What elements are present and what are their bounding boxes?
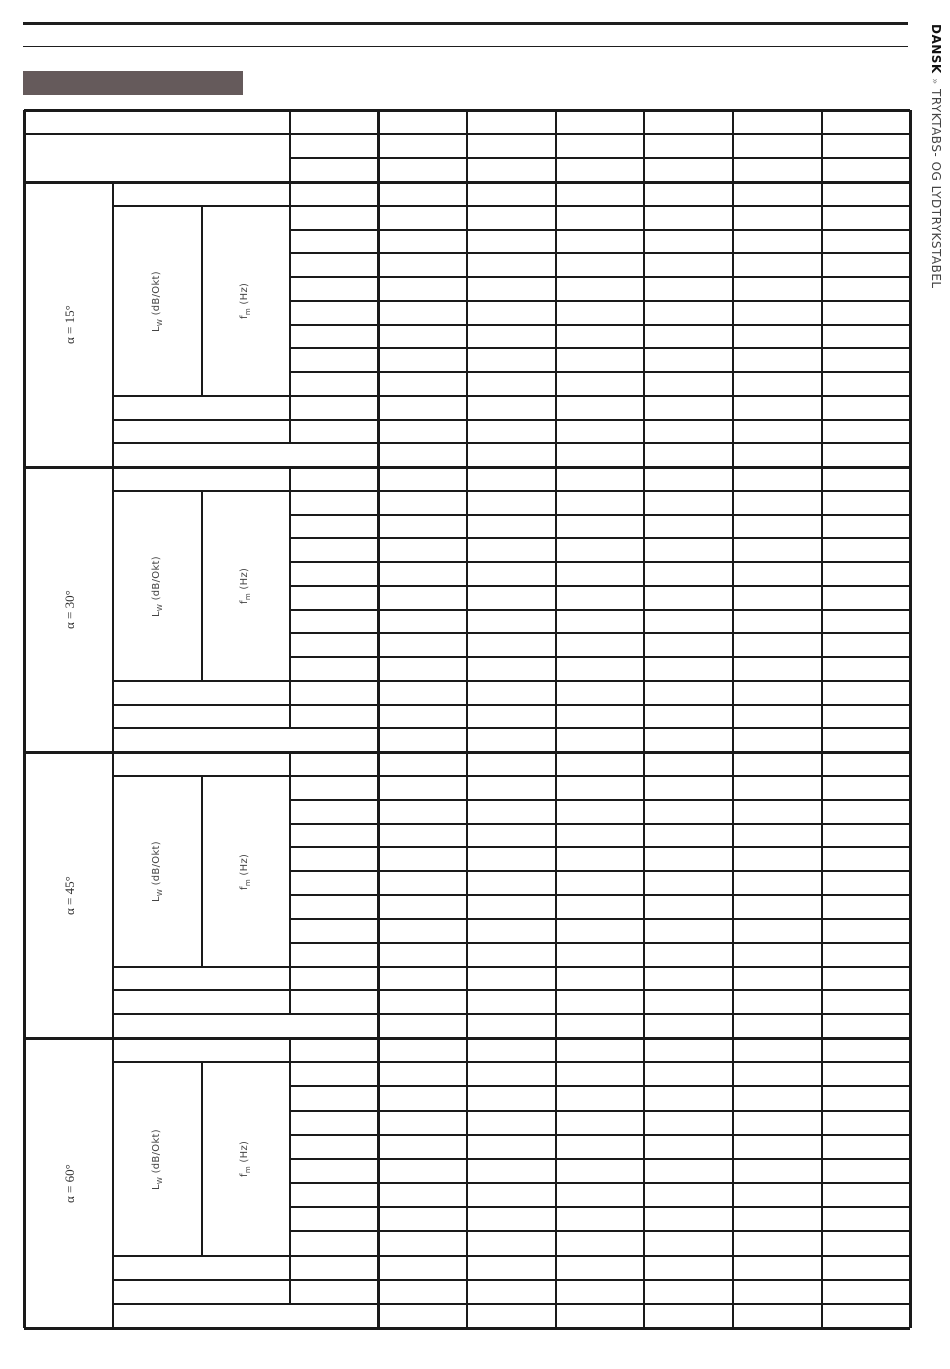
row-divider xyxy=(290,252,910,254)
label-value-divider xyxy=(289,182,291,443)
angle-label: α = 30° xyxy=(61,590,77,629)
row-divider xyxy=(290,1134,910,1136)
row-divider xyxy=(113,680,910,682)
angle-column-divider xyxy=(112,182,114,467)
row-divider xyxy=(290,1182,910,1184)
row-divider xyxy=(290,537,910,539)
row-divider xyxy=(290,823,910,825)
value-column-divider xyxy=(643,110,645,1328)
value-column-divider xyxy=(821,110,823,1328)
row-divider xyxy=(290,918,910,920)
value-column-divider xyxy=(732,110,734,1328)
header-rule xyxy=(23,22,908,25)
row-divider xyxy=(113,442,910,444)
header-column-divider xyxy=(289,110,291,182)
row-divider xyxy=(290,656,910,658)
frequency-axis-label: $f_m$ (Hz) xyxy=(239,567,252,604)
block-divider xyxy=(24,466,910,469)
row-divider xyxy=(290,371,910,373)
breadcrumb-separator: » xyxy=(929,78,940,85)
row-divider xyxy=(113,1061,910,1063)
row-divider xyxy=(113,1255,910,1257)
row-divider xyxy=(113,775,910,777)
label-value-divider xyxy=(289,467,291,728)
angle-column-divider xyxy=(112,467,114,752)
row-divider xyxy=(113,490,910,492)
row-divider xyxy=(290,324,910,326)
angle-label: α = 45° xyxy=(61,875,77,915)
angle-column-divider xyxy=(112,752,114,1038)
row-divider xyxy=(290,347,910,349)
row-divider xyxy=(113,419,910,421)
label-value-divider xyxy=(289,752,291,1014)
lw-fm-divider xyxy=(201,1062,203,1256)
row-divider xyxy=(290,1158,910,1160)
brand-label: DANSK xyxy=(929,24,943,74)
row-divider xyxy=(113,1279,910,1281)
frequency-axis-label: $f_m$ (Hz) xyxy=(239,853,252,890)
row-divider xyxy=(290,942,910,944)
row-divider xyxy=(290,894,910,896)
row-divider xyxy=(290,870,910,872)
row-divider xyxy=(290,1206,910,1208)
label-value-divider xyxy=(289,1038,291,1304)
row-divider xyxy=(113,704,910,706)
row-divider xyxy=(113,989,910,991)
sound-power-axis-label: $L_W$ (dB/Okt) xyxy=(150,1128,164,1190)
row-divider xyxy=(290,846,910,848)
block-divider xyxy=(24,1037,910,1040)
frequency-axis-label: $f_m$ (Hz) xyxy=(239,1140,252,1177)
row-divider xyxy=(113,727,910,729)
row-divider xyxy=(290,609,910,611)
row-divider xyxy=(290,632,910,634)
section-title: TRYKTABS- OG LYDTRYKSTABEL xyxy=(929,89,943,289)
table-border-left xyxy=(23,110,26,1328)
row-divider xyxy=(290,514,910,516)
block-divider xyxy=(24,751,910,754)
row-divider xyxy=(113,395,910,397)
row-divider xyxy=(290,799,910,801)
value-column-divider xyxy=(555,110,557,1328)
table-title-bar xyxy=(23,71,243,95)
subheader-rule xyxy=(23,46,908,47)
lw-fm-divider xyxy=(201,491,203,681)
block-divider xyxy=(24,181,910,184)
row-divider xyxy=(290,276,910,278)
row-divider xyxy=(113,1303,910,1305)
row-divider xyxy=(290,229,910,231)
angle-label: α = 60° xyxy=(61,1163,77,1203)
table-border-right xyxy=(909,110,912,1328)
row-divider xyxy=(290,1110,910,1112)
row-divider xyxy=(113,966,910,968)
lw-fm-divider xyxy=(201,776,203,967)
row-divider xyxy=(290,561,910,563)
header-row-divider xyxy=(290,157,910,159)
row-divider xyxy=(290,1085,910,1087)
sound-power-axis-label: $L_W$ (dB/Okt) xyxy=(150,841,164,902)
sound-power-axis-label: $L_W$ (dB/Okt) xyxy=(150,270,164,332)
row-divider xyxy=(113,1013,910,1015)
row-divider xyxy=(290,300,910,302)
value-column-divider xyxy=(466,110,468,1328)
sound-power-axis-label: $L_W$ (dB/Okt) xyxy=(150,555,164,617)
side-section-label xyxy=(930,24,942,294)
frequency-axis-label: $f_m$ (Hz) xyxy=(239,282,252,319)
main-column-divider xyxy=(377,110,380,1328)
row-divider xyxy=(290,585,910,587)
lw-fm-divider xyxy=(201,206,203,396)
row-divider xyxy=(113,205,910,207)
angle-label: α = 15° xyxy=(61,305,77,344)
row-divider xyxy=(290,1230,910,1232)
angle-column-divider xyxy=(112,1038,114,1328)
